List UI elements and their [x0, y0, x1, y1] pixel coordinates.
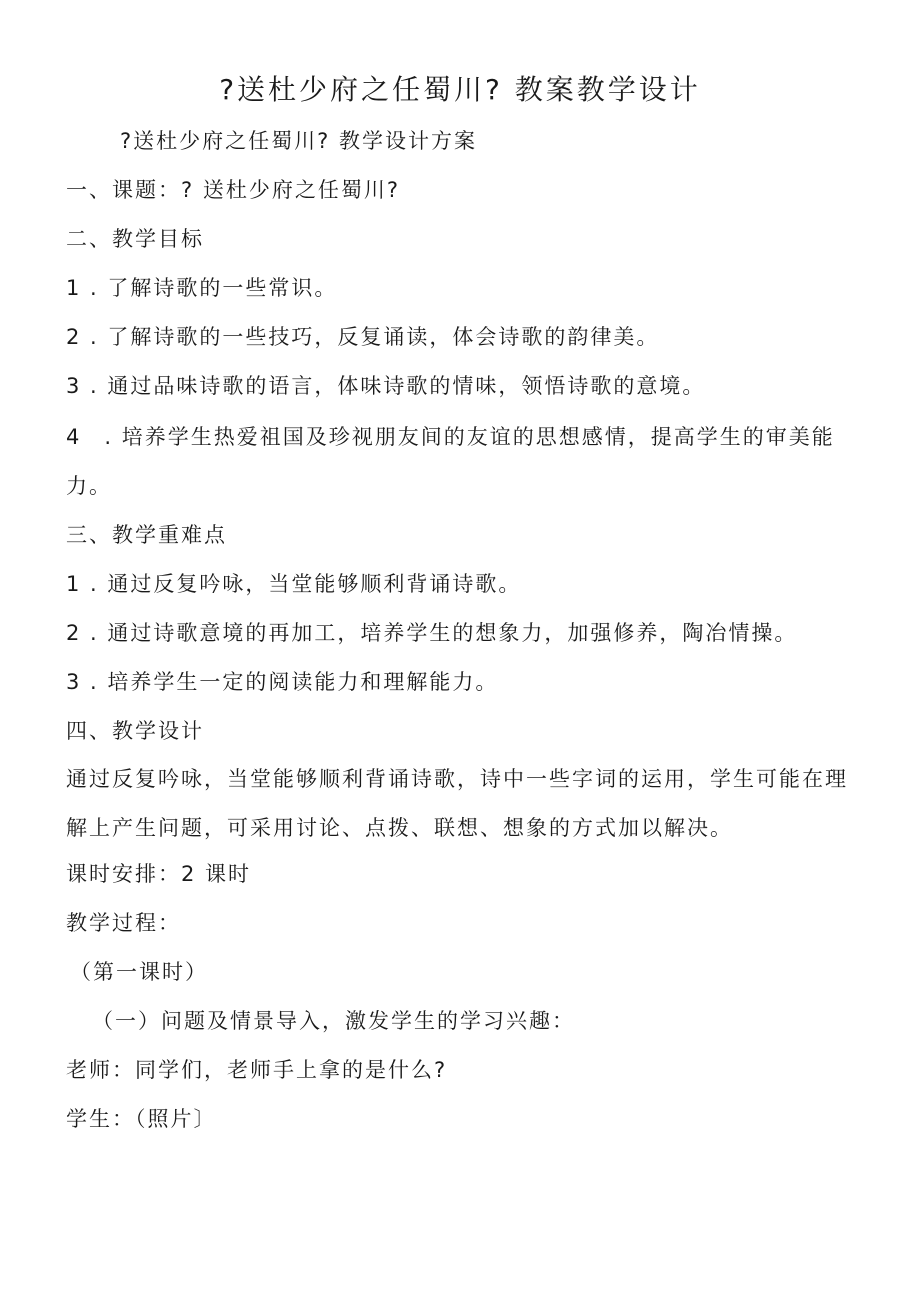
- objective-item: 2 . 了解诗歌的一些技巧，反复诵读，体会诗歌的韵律美。: [66, 325, 660, 349]
- objective-item: 4 . 培养学生热爱祖国及珍视朋友间的友谊的思想感情，提高学生的审美能: [66, 425, 835, 449]
- step-heading: （一）问题及情景导入，激发学生的学习兴趣：: [92, 1009, 575, 1033]
- dialogue-teacher: 老师：同学们，老师手上拿的是什么?: [66, 1058, 448, 1082]
- objective-item: 1 . 了解诗歌的一些常识。: [66, 276, 338, 300]
- objective-item-continuation: 力。: [66, 474, 112, 498]
- key-point-item: 3 . 培养学生一定的阅读能力和理解能力。: [66, 670, 499, 694]
- section-heading-topic: 一、课题：? 送杜少府之任蜀川?: [66, 178, 400, 202]
- document-subtitle: ?送杜少府之任蜀川? 教学设计方案: [120, 129, 477, 153]
- key-point-item: 1 . 通过反复吟咏，当堂能够顺利背诵诗歌。: [66, 572, 522, 596]
- objective-item: 3 . 通过品味诗歌的语言，体味诗歌的情味，领悟诗歌的意境。: [66, 374, 706, 398]
- body-paragraph: 通过反复吟咏，当堂能够顺利背诵诗歌，诗中一些字词的运用，学生可能在理: [66, 767, 848, 791]
- dialogue-student: 学生：（照片〕: [66, 1107, 217, 1131]
- section-heading-objectives: 二、教学目标: [66, 227, 204, 251]
- section-heading-key-points: 三、教学重难点: [66, 523, 227, 547]
- section-heading-design: 四、教学设计: [66, 719, 204, 743]
- document-title: ?送杜少府之任蜀川? 教案教学设计: [219, 73, 701, 106]
- schedule-line: 课时安排：2 课时: [66, 862, 252, 886]
- lesson-label: （第一课时）: [70, 960, 208, 984]
- process-heading: 教学过程：: [66, 911, 181, 935]
- key-point-item: 2 . 通过诗歌意境的再加工，培养学生的想象力，加强修养，陶冶情操。: [66, 621, 798, 645]
- body-paragraph-continuation: 解上产生问题，可采用讨论、点拨、联想、想象的方式加以解决。: [66, 816, 733, 840]
